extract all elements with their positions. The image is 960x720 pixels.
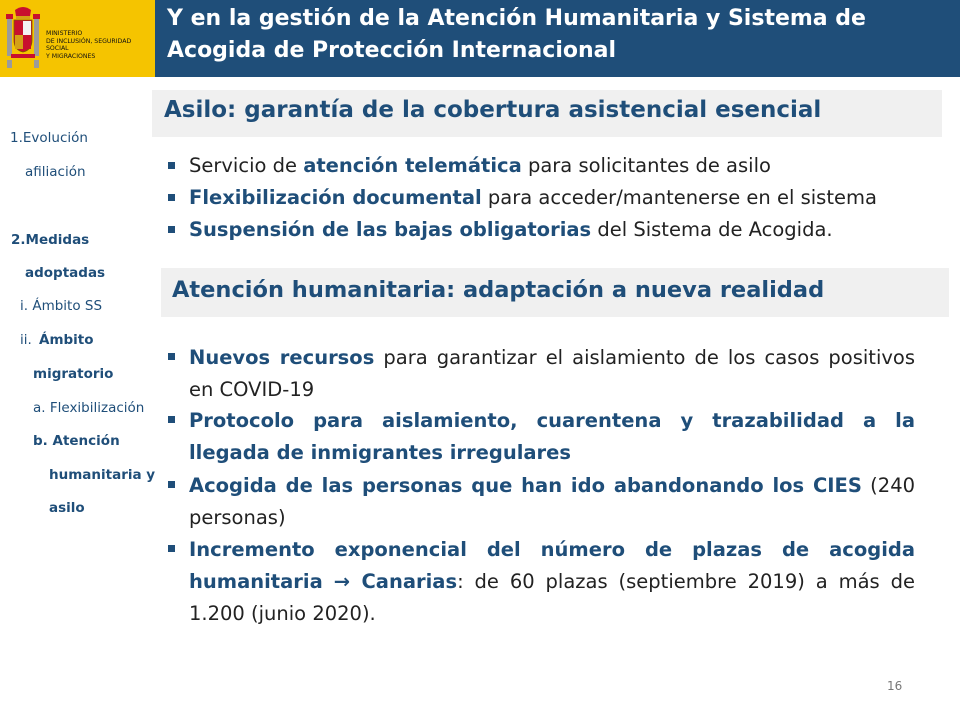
list-item-text: Nuevos recursos para garantizar el aislamiento de los casos positivos en COVID-19 bbox=[189, 346, 915, 401]
sidebar-item-flexibilizacion: a. Flexibilización bbox=[33, 400, 145, 416]
list-item-text: Acogida de las personas que han ido abandonando los CIES (240 personas) bbox=[189, 474, 916, 529]
square-bullet-icon bbox=[168, 416, 175, 423]
square-bullet-icon bbox=[168, 226, 175, 233]
square-bullet-icon bbox=[168, 162, 175, 169]
list-item-text: Flexibilización documental para acceder/mantenerse en el sistema bbox=[189, 186, 877, 209]
ministry-line: MINISTERIO bbox=[46, 30, 83, 37]
page-number: 16 bbox=[887, 679, 903, 693]
arrow-right-icon: → bbox=[333, 570, 350, 593]
sidebar-item-ambito-ss: i. Ámbito SS bbox=[20, 298, 103, 314]
sidebar-item-ii: ii. bbox=[20, 332, 32, 348]
ministry-line: DE INCLUSIÓN, SEGURIDAD SOCIAL bbox=[46, 37, 132, 53]
sidebar-item-migratorio: migratorio bbox=[33, 366, 114, 382]
ministry-name bbox=[46, 30, 155, 60]
ministry-logo bbox=[0, 0, 155, 77]
sidebar-item-adoptadas: adoptadas bbox=[25, 265, 106, 281]
square-bullet-icon bbox=[168, 194, 175, 201]
ministry-line: Y MIGRACIONES bbox=[46, 52, 96, 60]
slide-title: Y en la gestión de la Atención Humanitaria y Sistema de Acogida de Protección Internacional bbox=[167, 6, 866, 63]
sidebar-item-humanitaria: humanitaria y bbox=[49, 467, 156, 483]
section-title: Atención humanitaria: adaptación a nueva realidad bbox=[172, 277, 825, 303]
section-header-asilo bbox=[152, 90, 942, 137]
coat-of-arms-icon bbox=[5, 4, 41, 70]
sidebar-item-afiliacion: afiliación bbox=[25, 164, 86, 180]
list-item-text: Servicio de atención telemática para solicitantes de asilo bbox=[189, 154, 771, 177]
section-title: Asilo: garantía de la cobertura asistencial esencial bbox=[164, 97, 822, 123]
list-item-text: Protocolo para aislamiento, cuarentena y trazabilidad a la llegada de inmigrantes irregulares bbox=[189, 409, 915, 464]
square-bullet-icon bbox=[168, 545, 175, 552]
square-bullet-icon bbox=[168, 353, 175, 360]
sidebar-item-evolucion: 1.Evolución bbox=[10, 130, 88, 146]
sidebar-item-ambito: Ámbito bbox=[39, 332, 94, 348]
list-item-text: Suspensión de las bajas obligatorias del Sistema de Acogida. bbox=[189, 218, 833, 241]
sidebar-item-atencion: b. Atención bbox=[33, 433, 120, 449]
sidebar-item-medidas: 2.Medidas bbox=[11, 232, 90, 248]
title-bar bbox=[155, 0, 960, 77]
section-header-atencion-humanitaria bbox=[161, 268, 949, 317]
list-item-text: Incremento exponencial del número de plazas de acogida humanitaria → Canarias: de 60 plazas (septiembre 2019) a más de 1.200 (junio 2020). bbox=[189, 538, 915, 625]
square-bullet-icon bbox=[168, 481, 175, 488]
sidebar-item-asilo: asilo bbox=[49, 500, 85, 516]
